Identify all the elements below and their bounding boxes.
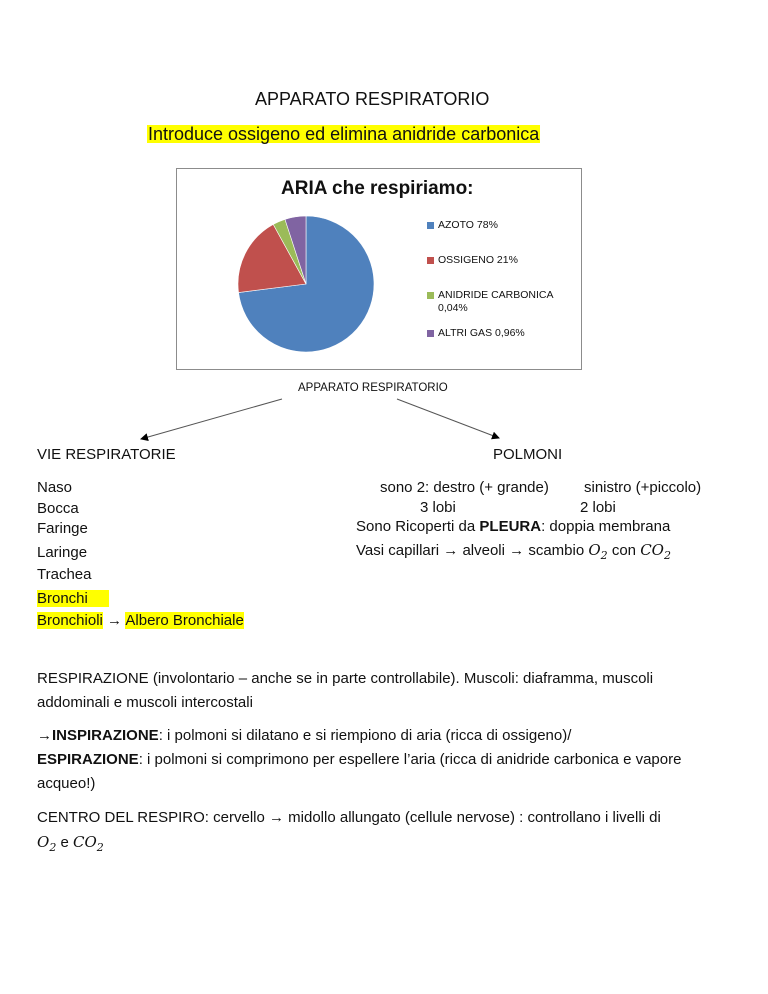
- vie-item-bocca: Bocca: [37, 500, 79, 517]
- polmoni-line2-b: 2 lobi: [580, 499, 616, 516]
- vie-respiratorie-heading: VIE RESPIRATORIE: [37, 446, 176, 463]
- pleura-bold: PLEURA: [479, 518, 542, 535]
- arrow-left: [141, 399, 282, 439]
- polmoni-line3: [356, 518, 670, 536]
- pleura-pre: Sono Ricoperti da: [356, 518, 480, 535]
- vie-item-bronchi: [37, 590, 109, 608]
- centro-respiro-paragraph: [37, 806, 727, 860]
- vasi-capillari: Vasi capillari: [356, 542, 440, 559]
- centro-a: CENTRO DEL RESPIRO: cervello: [37, 809, 265, 826]
- chart-title: ARIA che respiriamo:: [281, 178, 474, 199]
- vie-item-naso: Naso: [37, 479, 73, 496]
- vie-item-trachea: Trachea: [37, 566, 92, 583]
- o2-formula: $O_2$: [37, 833, 57, 854]
- espirazione-text: : i polmoni si comprimono per espellere l’aria (ricca di anidride carbonica e vapore acqueo!): [37, 751, 682, 792]
- con: con: [611, 542, 637, 559]
- centro-b: midollo allungato (cellule nervose) : controllano i livelli di: [288, 809, 661, 826]
- legend-label-3: ALTRI GAS 0,96%: [438, 327, 525, 339]
- vie-item-faringe: Faringe: [37, 520, 88, 537]
- arrow-right-icon: →: [269, 809, 284, 826]
- polmoni-line1-b: sinistro (+piccolo): [584, 479, 702, 496]
- espirazione-bold: ESPIRAZIONE: [37, 751, 139, 768]
- polmoni-line2-a: 3 lobi: [420, 499, 456, 516]
- page-title: APPARATO RESPIRATORIO: [255, 89, 490, 109]
- bronchi-label: Bronchi: [37, 590, 88, 607]
- centro-e: e: [60, 834, 69, 851]
- legend-label-2: ANIDRIDE CARBONICA 0,04%: [438, 289, 553, 314]
- polmoni-heading: POLMONI: [493, 446, 563, 463]
- o2-formula: $O_2$: [588, 541, 608, 562]
- arrow-right-icon: →: [107, 612, 123, 629]
- legend-label-1: OSSIGENO 21%: [438, 254, 518, 266]
- legend-label-0: AZOTO 78%: [438, 219, 498, 231]
- arrow-right-icon: →: [37, 727, 52, 744]
- pleura-post: : doppia membrana: [541, 518, 671, 535]
- diagram-root: APPARATO RESPIRATORIO: [298, 382, 448, 394]
- diagram-arrows: [0, 0, 768, 450]
- bronchioli-label: Bronchioli: [37, 612, 103, 629]
- co2-formula: $CO_2$: [73, 833, 104, 854]
- arrow-right-icon: →: [443, 542, 459, 559]
- page-subtitle: Introduce ossigeno ed elimina anidride carbonica: [148, 124, 540, 144]
- arrow-right: [397, 399, 499, 438]
- arrow-right-icon: →: [509, 542, 525, 559]
- alveoli: alveoli: [462, 542, 505, 559]
- inspirazione-bold: INSPIRAZIONE: [52, 727, 159, 744]
- vie-item-bronchioli: [37, 612, 244, 630]
- respirazione-paragraph: RESPIRAZIONE (involontario – anche se in parte controllabile). Muscoli: diaframma, muscoli addominali e muscoli intercostali: [37, 670, 654, 711]
- co2-formula: $CO_2$: [640, 541, 671, 562]
- polmoni-line1-a: sono 2: destro (+ grande): [380, 479, 549, 496]
- albero-bronchiale-label: Albero Bronchiale: [125, 612, 244, 629]
- inspirazione-paragraph: [37, 724, 727, 796]
- scambio: scambio: [528, 542, 585, 559]
- polmoni-line4: [356, 541, 671, 565]
- vie-item-laringe: Laringe: [37, 544, 88, 561]
- inspirazione-text: : i polmoni si dilatano e si riempiono di aria (ricca di ossigeno)/: [158, 727, 572, 744]
